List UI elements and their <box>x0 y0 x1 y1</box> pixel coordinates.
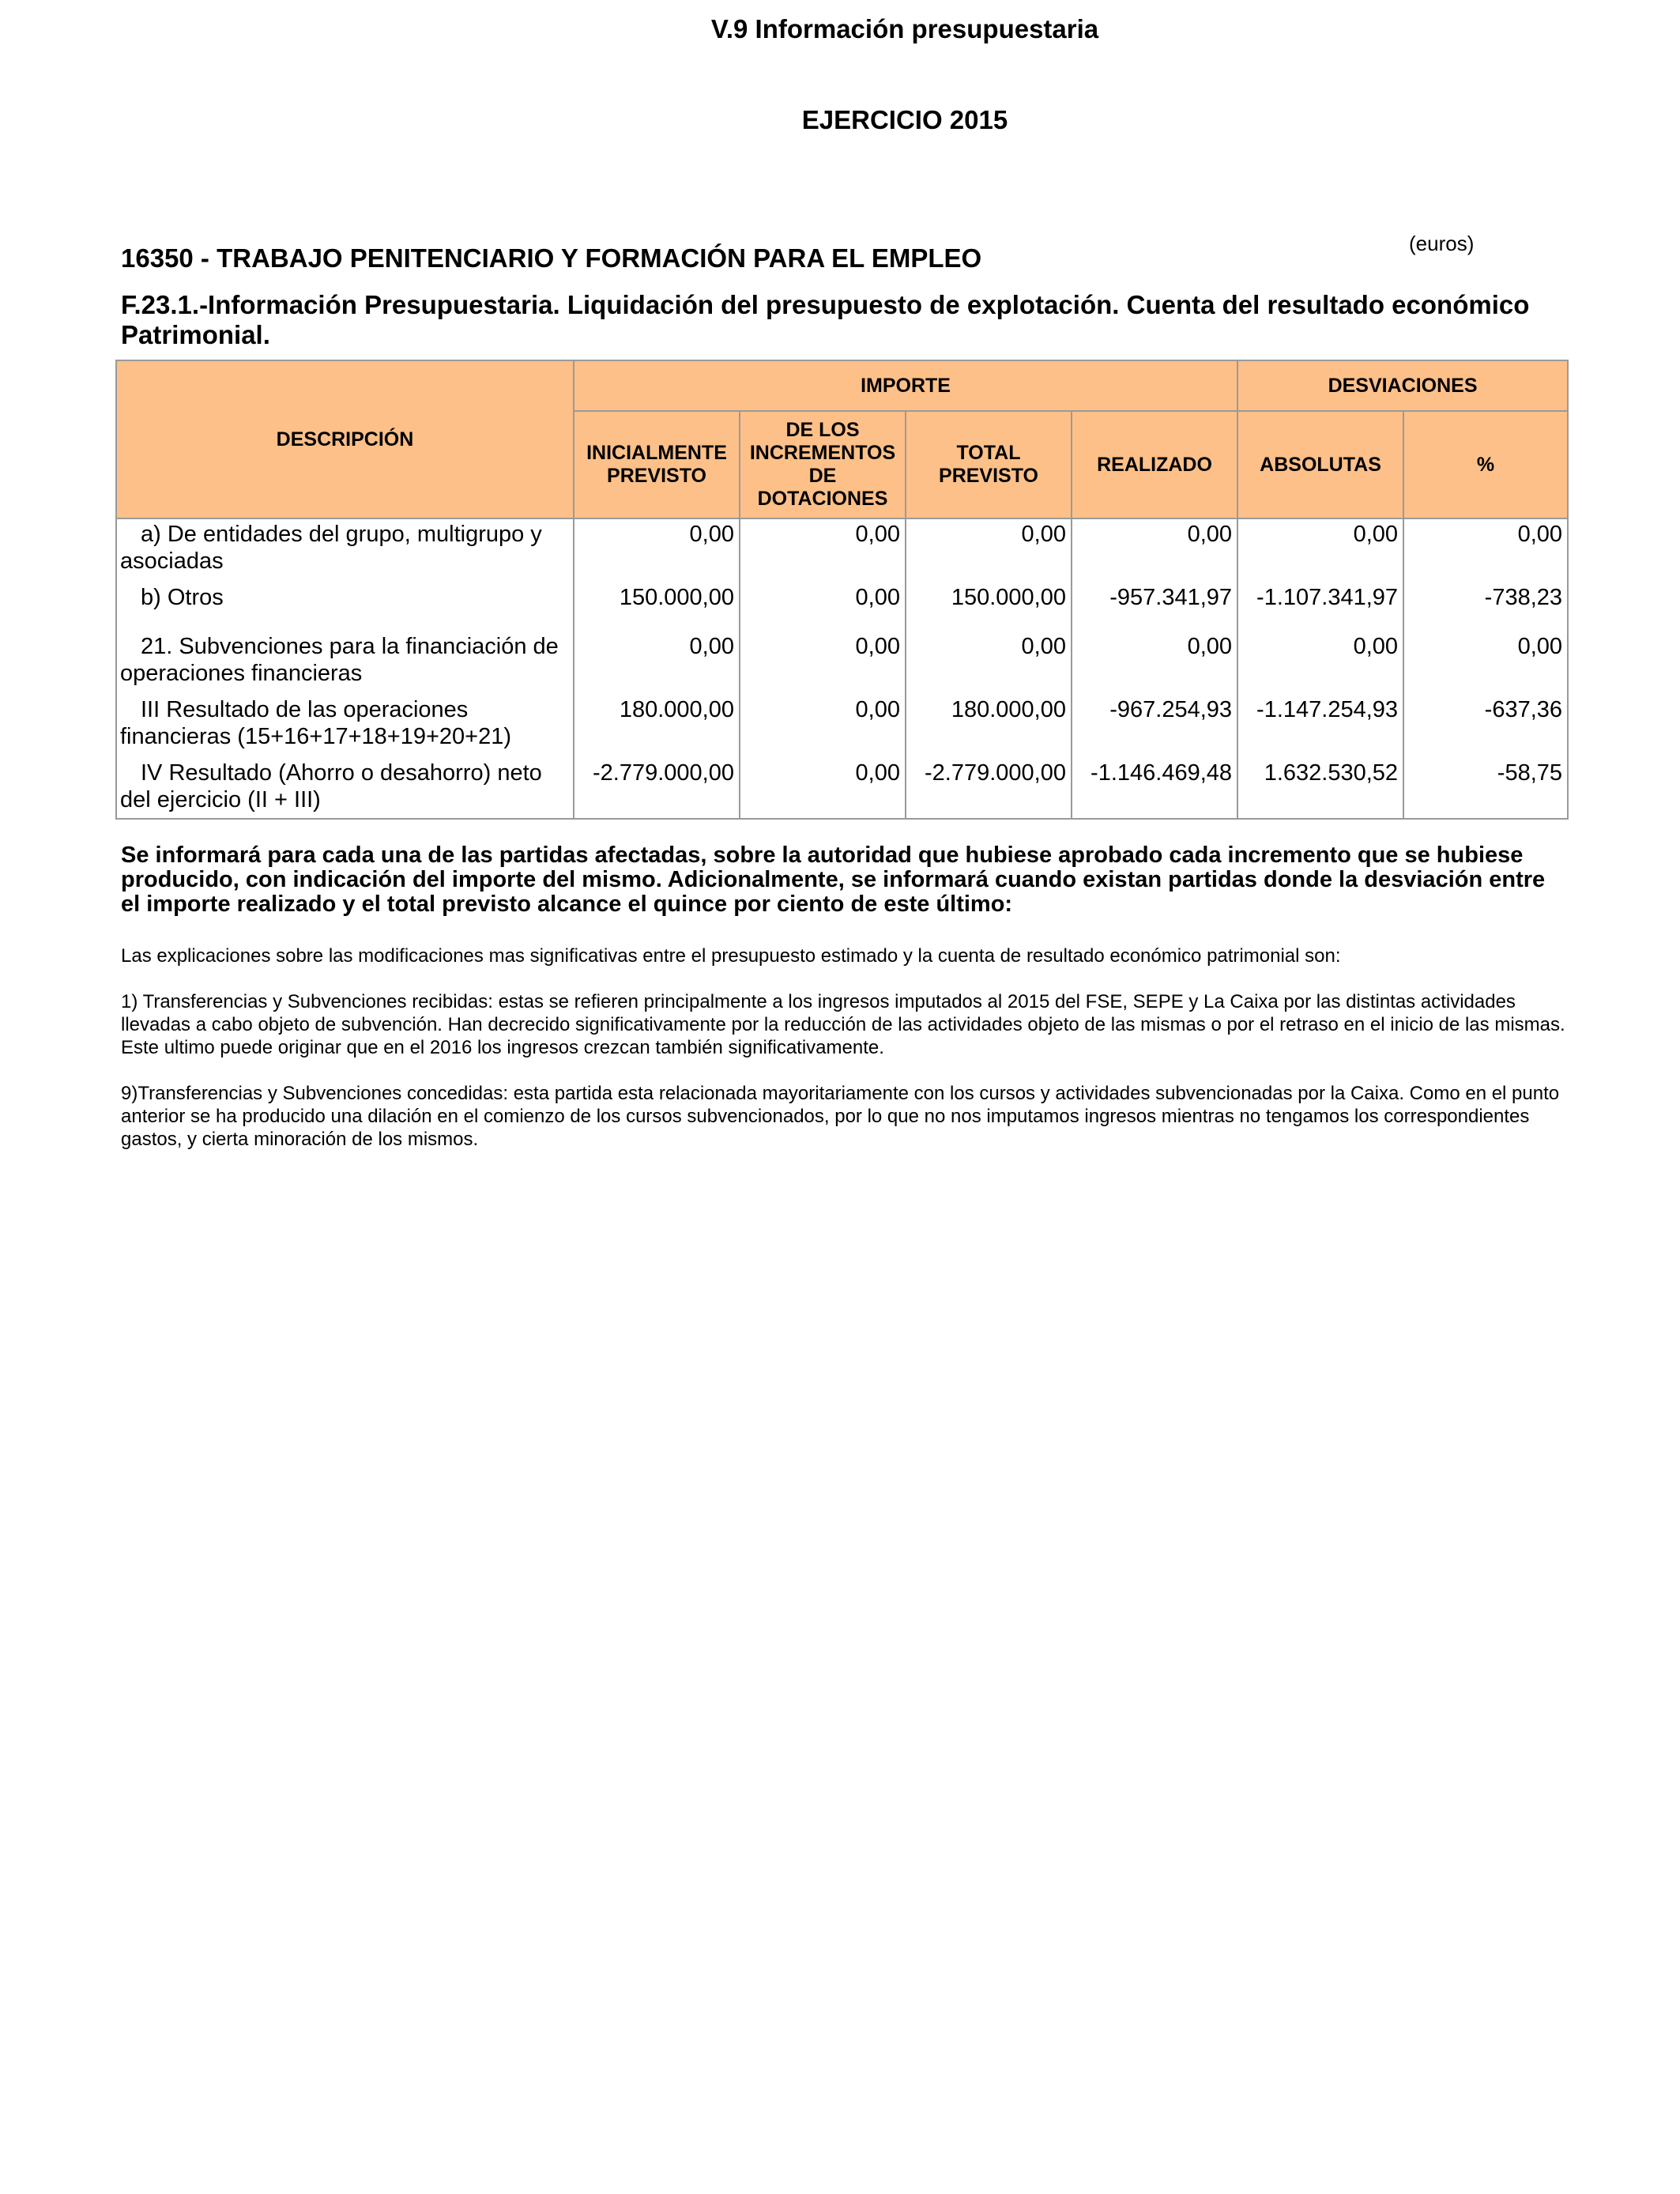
table-row <box>116 582 1568 631</box>
cell-incrementos: 0,00 <box>740 631 906 695</box>
cell-absolutas: 1.632.530,52 <box>1237 758 1403 819</box>
table-row <box>116 631 1568 695</box>
cell-absolutas: -1.147.254,93 <box>1237 695 1403 758</box>
col-header-percent: % <box>1403 411 1568 518</box>
cell-percent: 0,00 <box>1403 518 1568 582</box>
cell-inicialmente-previsto: 150.000,00 <box>574 582 740 631</box>
cell-inicialmente-previsto: 180.000,00 <box>574 695 740 758</box>
table-row <box>116 758 1568 819</box>
col-header-realizado: REALIZADO <box>1072 411 1237 518</box>
cell-realizado: 0,00 <box>1072 518 1237 582</box>
fiscal-year-heading: EJERCICIO 2015 <box>801 105 1008 134</box>
budget-table <box>115 360 1569 820</box>
cell-total-previsto: 0,00 <box>906 518 1072 582</box>
deviation-notice: Se informará para cada una de las partidas afectadas, sobre la autoridad que hubiese aprobado cada incremento que se hubiese producido, con indicación del importe del mismo. Adicionalmente, se informará cuando existan partidas donde la desviación entre el importe realizado y el total previsto alcance el quince por ciento de este último: <box>121 843 1546 917</box>
row-description: III Resultado de las operaciones financieras (15+16+17+18+19+20+21) <box>116 695 574 758</box>
cell-inicialmente-previsto: 0,00 <box>574 518 740 582</box>
cell-incrementos: 0,00 <box>740 582 906 631</box>
cell-absolutas: 0,00 <box>1237 518 1403 582</box>
row-description: a) De entidades del grupo, multigrupo y asociadas <box>116 518 574 582</box>
table-header-row <box>116 360 1568 411</box>
cell-incrementos: 0,00 <box>740 758 906 819</box>
cell-incrementos: 0,00 <box>740 695 906 758</box>
row-description: b) Otros <box>116 582 574 631</box>
col-header-inicialmente-previsto: INICIALMENTE PREVISTO <box>574 411 740 518</box>
cell-percent: -58,75 <box>1403 758 1568 819</box>
explanation-paragraph-1: 1) Transferencias y Subvenciones recibidas: estas se refieren principalmente a los ingresos imputados al 2015 del FSE, SEPE y La Caixa por las distintas actividades llevadas a cabo objeto de subvención. Han decrecido significativamente por la reducción de las actividades objeto de las mismas o por el retraso en el inicio de las mismas. Este ultimo puede originar que en el 2016 los ingresos crezcan también significativamente. <box>121 991 1565 1058</box>
cell-percent: -637,36 <box>1403 695 1568 758</box>
cell-inicialmente-previsto: -2.779.000,00 <box>574 758 740 819</box>
col-header-importe: IMPORTE <box>574 360 1237 411</box>
cell-realizado: 0,00 <box>1072 631 1237 695</box>
cell-percent: -738,23 <box>1403 582 1568 631</box>
page-header-title: V.9 Información presupuestaria <box>710 14 1099 43</box>
explanation-paragraph-2: 9)Transferencias y Subvenciones concedidas: esta partida esta relacionada mayoritariamente con los cursos y actividades subvencionadas por la Caixa. Como en el punto anterior se ha producido una dilación en el comienzo de los cursos subvencionados, por lo que no nos imputamos ingresos mientras no tengamos los correspondientes gastos, y cierta minoración de los mismos. <box>121 1083 1560 1150</box>
col-header-total-previsto: TOTAL PREVISTO <box>906 411 1072 518</box>
cell-total-previsto: 150.000,00 <box>906 582 1072 631</box>
entity-title: 16350 - TRABAJO PENITENCIARIO Y FORMACIÓN PARA EL EMPLEO <box>121 243 982 273</box>
cell-total-previsto: 0,00 <box>906 631 1072 695</box>
table-row <box>116 695 1568 758</box>
cell-realizado: -957.341,97 <box>1072 582 1237 631</box>
cell-inicialmente-previsto: 0,00 <box>574 631 740 695</box>
cell-absolutas: -1.107.341,97 <box>1237 582 1403 631</box>
cell-absolutas: 0,00 <box>1237 631 1403 695</box>
units-label: (euros) <box>1409 232 1475 255</box>
section-title: F.23.1.-Información Presupuestaria. Liquidación del presupuesto de explotación. Cuenta del resultado económico Patrimonial. <box>121 290 1530 349</box>
col-header-descripcion: DESCRIPCIÓN <box>116 360 574 518</box>
cell-realizado: -967.254,93 <box>1072 695 1237 758</box>
cell-percent: 0,00 <box>1403 631 1568 695</box>
table-row <box>116 518 1568 582</box>
col-header-absolutas: ABSOLUTAS <box>1237 411 1403 518</box>
cell-total-previsto: 180.000,00 <box>906 695 1072 758</box>
col-header-incrementos: DE LOS INCREMENTOS DE DOTACIONES <box>740 411 906 518</box>
explanation-intro: Las explicaciones sobre las modificaciones mas significativas entre el presupuesto estimado y la cuenta de resultado económico patrimonial son: <box>121 945 1341 967</box>
cell-incrementos: 0,00 <box>740 518 906 582</box>
cell-realizado: -1.146.469,48 <box>1072 758 1237 819</box>
col-header-desviaciones: DESVIACIONES <box>1237 360 1568 411</box>
row-description: IV Resultado (Ahorro o desahorro) neto del ejercicio (II + III) <box>116 758 574 819</box>
cell-total-previsto: -2.779.000,00 <box>906 758 1072 819</box>
row-description: 21. Subvenciones para la financiación de operaciones financieras <box>116 631 574 695</box>
